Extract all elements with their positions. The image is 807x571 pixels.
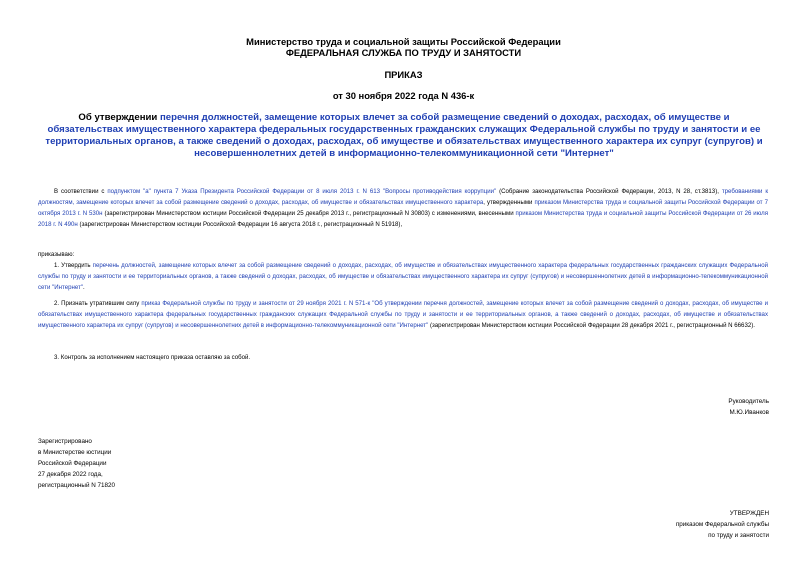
item-1-text: 1. Утвердить	[54, 262, 93, 269]
item-3-paragraph	[38, 352, 768, 363]
signature-name: М.Ю.Иванков	[729, 409, 769, 416]
registration-block	[38, 436, 115, 491]
order-word: приказываю:	[38, 251, 75, 258]
preamble-link-requirements[interactable]: требованиями к должностям, замещение которых влечет за собой размещение сведений о доходах, расходах, об имуществе и обязательствах имущественного характера	[38, 188, 768, 206]
preamble-link-decree[interactable]: подпунктом "а" пункта 7 Указа Президента Российской Федерации от 8 июля 2013 г. N 613 "Вопросы противодействия коррупции"	[107, 188, 497, 195]
item-3-text: 3. Контроль за исполнением настоящего приказа оставляю за собой.	[54, 354, 251, 361]
service-name: ФЕДЕРАЛЬНАЯ СЛУЖБА ПО ТРУДУ И ЗАНЯТОСТИ	[285, 47, 522, 58]
preamble-link-order-490n[interactable]: приказом Министерства труда и социальной защиты Российской Федерации от 26 июля 2018 г. N 490н	[38, 210, 768, 228]
preamble-link-order-530n[interactable]: приказом Министерства труда и социальной защиты Российской Федерации от 7 октября 2013 г. N 530н	[38, 199, 768, 217]
approved-line: УТВЕРЖДЕН	[729, 510, 769, 517]
preamble-paragraph	[38, 186, 768, 230]
preamble-text-4: (зарегистрирован Министерством юстиции Российской Федерации 25 декабря 2013 г., регистрационный N 30803) с изменениями, внесенными	[102, 210, 516, 217]
document-date-number: от 30 ноября 2022 года N 436-к	[332, 90, 475, 101]
title-prefix: Об утверждении	[78, 112, 160, 123]
item-2-text: 2. Признать утратившим силу	[54, 300, 142, 307]
item-2-end: (зарегистрирован Министерством юстиции Российской Федерации 28 декабря 2021 г., регистрационный N 66632).	[428, 322, 755, 329]
approved-block	[676, 508, 769, 541]
registration-line: регистрационный N 71820	[38, 482, 116, 489]
item-1-paragraph	[38, 260, 768, 293]
approved-line: приказом Федеральной службы	[675, 521, 769, 528]
signature-block	[728, 396, 769, 418]
preamble-text-5: (зарегистрирован Министерством юстиции Российской Федерации 16 августа 2018 г., регистрационный N 51918),	[77, 221, 403, 228]
registration-line: в Министерстве юстиции	[38, 449, 112, 456]
registration-line: Российской Федерации	[38, 460, 107, 467]
preamble-text-3: , утвержденными	[483, 199, 535, 206]
preamble-text-2: (Собрание законодательства Российской Федерации, 2013, N 28, ст.3813),	[496, 188, 722, 195]
title-link[interactable]: перечня должностей, замещение которых влечет за собой размещение сведений о доходах, расходах, об имуществе и обязательствах имущественного характера федеральных государственных гражданских служащих Федеральной службы по труду и занятости и ее территориальных органов, а также сведений о доходах, расходах, об имуществе и обязательствах имущественного характера их супруг (супругов) и несовершеннолетних детей в информационно-телекоммуникационной сети "Интернет"	[45, 112, 763, 159]
registration-line: Зарегистрировано	[38, 438, 92, 445]
preamble-text-1: В соответствии с	[54, 188, 108, 195]
item-1-end: .	[83, 284, 85, 291]
signature-position: Руководитель	[728, 398, 769, 405]
item-2-link[interactable]: приказ Федеральной службы по труду и занятости от 29 ноября 2021 г. N 571-к "Об утверждении перечня должностей, замещение которых влечет за собой размещение сведений о доходах, расходах, об имуществе и обязательствах имущественного характера федеральных государственных гражданских служащих Федеральной службы по труду и занятости и ее территориальных органов, а также сведений о доходах, расходах, об имуществе и обязательствах имущественного характера их супруг (супругов) и несовершеннолетних детей в информационно-телекоммуникационной сети "Интернет"	[38, 300, 768, 329]
item-1-link[interactable]: перечень должностей, замещение которых влечет за собой размещение сведений о доходах, расходах, об имуществе и обязательствах имущественного характера федеральных государственных гражданских служащих Федеральной службы по труду и занятости и ее территориальных органов, а также сведений о доходах, расходах, об имуществе и обязательствах имущественного характера их супруг (супругов) и несовершеннолетних детей в информационно-телекоммуникационной сети "Интернет"	[38, 262, 768, 291]
document-type: ПРИКАЗ	[384, 69, 423, 80]
registration-line: 27 декабря 2022 года,	[38, 471, 103, 478]
ministry-name: Министерство труда и социальной защиты Российской Федерации	[246, 36, 561, 47]
item-2-paragraph	[38, 298, 768, 331]
document-title	[44, 112, 764, 160]
approved-line: по труду и занятости	[708, 532, 769, 539]
